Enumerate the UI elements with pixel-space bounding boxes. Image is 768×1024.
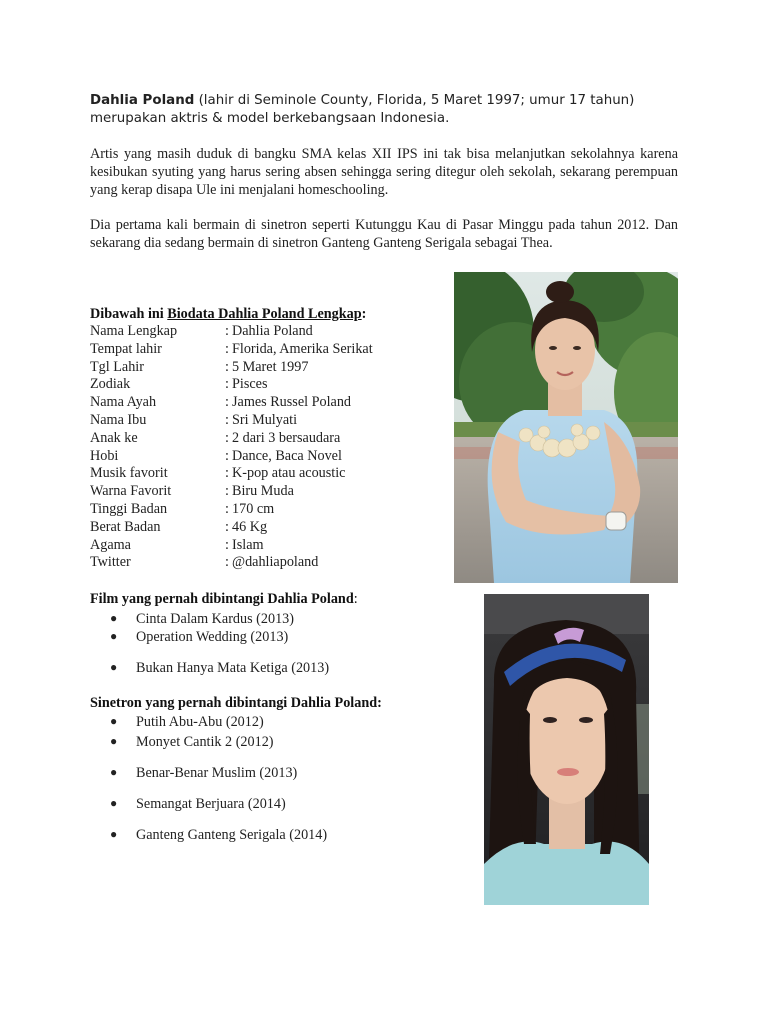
biodata-row [90, 554, 430, 572]
biodata-value: Sri Mulyati [232, 411, 298, 428]
biodata-separator: : [225, 500, 229, 517]
biodata-value: Florida, Amerika Serikat [232, 340, 373, 357]
biodata-value: Dance, Baca Novel [232, 447, 342, 464]
biodata-label: Berat Badan [90, 518, 161, 535]
biodata-label: Nama Lengkap [90, 323, 178, 339]
biodata-value: 5 Maret 1997 [232, 358, 309, 375]
biodata-separator: : [225, 429, 229, 446]
biodata-table [90, 323, 430, 572]
person-name: Dahlia Poland [90, 93, 195, 108]
biodata-label: Musik favorit [90, 465, 168, 482]
biodata-separator: : [225, 447, 229, 464]
biodata-separator: : [225, 394, 229, 411]
intro-paragraph [90, 92, 690, 128]
biodata-row [90, 519, 430, 537]
biodata-row [90, 501, 430, 519]
biodata-separator: : [225, 411, 229, 428]
list-item [110, 609, 294, 628]
biodata-separator: : [225, 340, 229, 357]
list-item-text: Cinta Dalam Kardus (2013) [136, 611, 294, 627]
biodata-link[interactable]: Biodata Dahlia Poland Lengkap [167, 306, 362, 322]
portrait-photo-headband [484, 594, 649, 905]
list-item [110, 825, 327, 844]
biodata-label: Tgl Lahir [90, 358, 144, 375]
biodata-separator: : [225, 536, 229, 553]
bullet-icon: ● [110, 660, 118, 674]
intro-text: (lahir di Seminole County, Florida, 5 Maret 1997; umur 17 tahun) merupakan aktris & model berkebangsaan Indonesia. [90, 93, 635, 126]
paragraph-career: Dia pertama kali bermain di sinetron seperti Kutunggu Kau di Pasar Minggu pada tahun 2012. Dan sekarang dia sedang bermain di sinetron Ganteng Ganteng Serigala sebagai Thea. [90, 217, 678, 252]
biodata-label: Nama Ibu [90, 411, 147, 428]
biodata-separator: : [225, 554, 229, 571]
list-item-text: Benar-Benar Muslim (2013) [136, 765, 298, 781]
list-item [110, 627, 288, 646]
list-item-text: Ganteng Ganteng Serigala (2014) [136, 827, 328, 843]
biodata-value: Pisces [232, 376, 268, 393]
biodata-separator: : [225, 376, 229, 393]
list-item-text: Putih Abu-Abu (2012) [136, 714, 264, 730]
biodata-row [90, 359, 430, 377]
biodata-value: Biru Muda [232, 483, 294, 500]
list-item-text: Semangat Berjuara (2014) [136, 796, 286, 812]
biodata-label: Tempat lahir [90, 340, 162, 357]
list-item [110, 763, 297, 782]
biodata-label: Nama Ayah [90, 394, 157, 411]
sinetron-heading: Sinetron yang pernah dibintangi Dahlia Poland: [90, 695, 382, 711]
list-item [110, 794, 286, 813]
portrait-photo-outdoor [454, 272, 678, 583]
biodata-row [90, 537, 430, 555]
biodata-value: K-pop atau acoustic [232, 465, 346, 482]
biodata-label: Zodiak [90, 376, 131, 393]
biodata-value: Dahlia Poland [232, 323, 313, 339]
biodata-row [90, 448, 430, 466]
biodata-separator: : [225, 358, 229, 375]
bullet-icon: ● [110, 611, 118, 625]
list-item-text: Bukan Hanya Mata Ketiga (2013) [136, 660, 330, 676]
biodata-label: Tinggi Badan [90, 500, 168, 517]
biodata-row [90, 412, 430, 430]
biodata-value: Islam [232, 536, 264, 553]
biodata-label: Anak ke [90, 429, 138, 446]
biodata-value: @dahliapoland [232, 554, 319, 571]
films-heading: Film yang pernah dibintangi Dahlia Poland: [90, 591, 358, 607]
bullet-icon: ● [110, 629, 118, 643]
biodata-label: Twitter [90, 554, 131, 571]
biodata-value: 2 dari 3 bersaudara [232, 429, 341, 446]
biodata-heading: Dibawah ini Biodata Dahlia Poland Lengkap: [90, 306, 367, 322]
biodata-value: James Russel Poland [232, 394, 352, 411]
biodata-row [90, 394, 430, 412]
biodata-label: Warna Favorit [90, 483, 172, 500]
biodata-separator: : [225, 323, 229, 339]
list-item-text: Operation Wedding (2013) [136, 629, 289, 645]
biodata-row [90, 465, 430, 483]
bullet-icon: ● [110, 827, 118, 841]
biodata-row [90, 376, 430, 394]
biodata-row [90, 341, 430, 359]
biodata-row [90, 483, 430, 501]
bullet-icon: ● [110, 734, 118, 748]
list-item-text: Monyet Cantik 2 (2012) [136, 734, 274, 750]
biodata-value: 46 Kg [232, 518, 268, 535]
list-item [110, 732, 274, 751]
biodata-row [90, 430, 430, 448]
biodata-row [90, 323, 430, 341]
biodata-separator: : [225, 465, 229, 482]
paragraph-school: Artis yang masih duduk di bangku SMA kelas XII IPS ini tak bisa melanjutkan sekolahnya karena kesibukan syuting yang harus sering absen sehingga sering ditegur oleh sekolah, sekarang perempuan yang kerap disapa Ule ini menjalani homeschooling. [90, 146, 678, 199]
bullet-icon: ● [110, 765, 118, 779]
bullet-icon: ● [110, 714, 118, 728]
biodata-value: 170 cm [232, 500, 275, 517]
biodata-separator: : [225, 518, 229, 535]
list-item [110, 712, 264, 731]
list-item [110, 658, 329, 677]
biodata-separator: : [225, 483, 229, 500]
biodata-label: Hobi [90, 447, 119, 464]
biodata-label: Agama [90, 536, 131, 553]
bullet-icon: ● [110, 796, 118, 810]
